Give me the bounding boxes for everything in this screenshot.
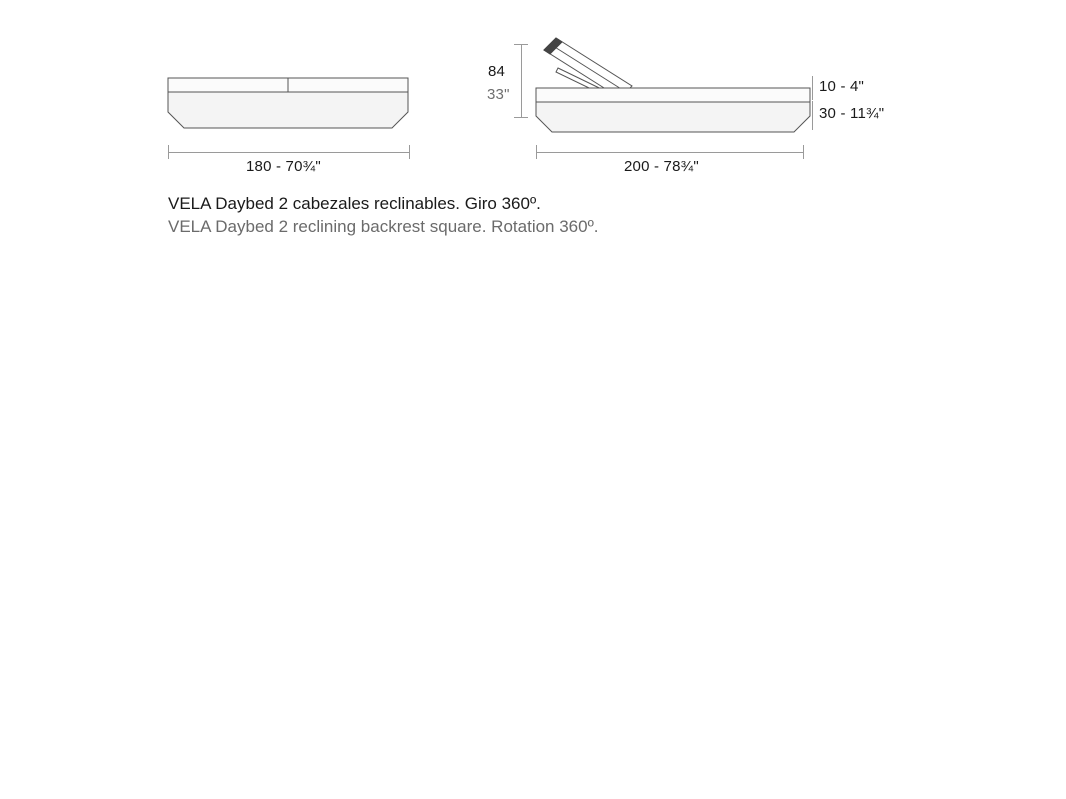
side-base-thickness-label: 30 - 11¾" (819, 105, 885, 122)
front-width-tick-right (409, 145, 410, 159)
side-width-tick-right (803, 145, 804, 159)
side-width-dimension-line (536, 152, 804, 153)
side-height-metric-label: 84 (488, 63, 506, 80)
side-height-imperial-label: 33" (487, 86, 510, 103)
side-cushion-thickness-dimension-line (812, 76, 813, 100)
side-width-tick-left (536, 145, 537, 159)
side-base-shape (536, 102, 810, 132)
front-width-dimension-line (168, 152, 410, 153)
side-cushion-thickness-label: 10 - 4" (819, 78, 865, 95)
side-height-dimension-line (521, 44, 522, 118)
front-width-dimension-label: 180 - 70¾" (246, 158, 321, 175)
caption-block (168, 192, 868, 238)
side-height-tick-top (514, 44, 528, 45)
front-width-tick-left (168, 145, 169, 159)
side-elevation-drawing (528, 30, 818, 140)
side-height-tick-bottom (514, 117, 528, 118)
caption-line-english: VELA Daybed 2 reclining backrest square. Rotation 360º. (168, 217, 599, 236)
caption-line-spanish: VELA Daybed 2 cabezales reclinables. Giro 360º. (168, 194, 541, 213)
front-base-shape (168, 92, 408, 128)
side-cushion-shape (536, 88, 810, 102)
front-elevation-drawing (160, 70, 430, 140)
side-base-thickness-dimension-line (812, 101, 813, 130)
side-width-dimension-label: 200 - 78¾" (624, 158, 699, 175)
